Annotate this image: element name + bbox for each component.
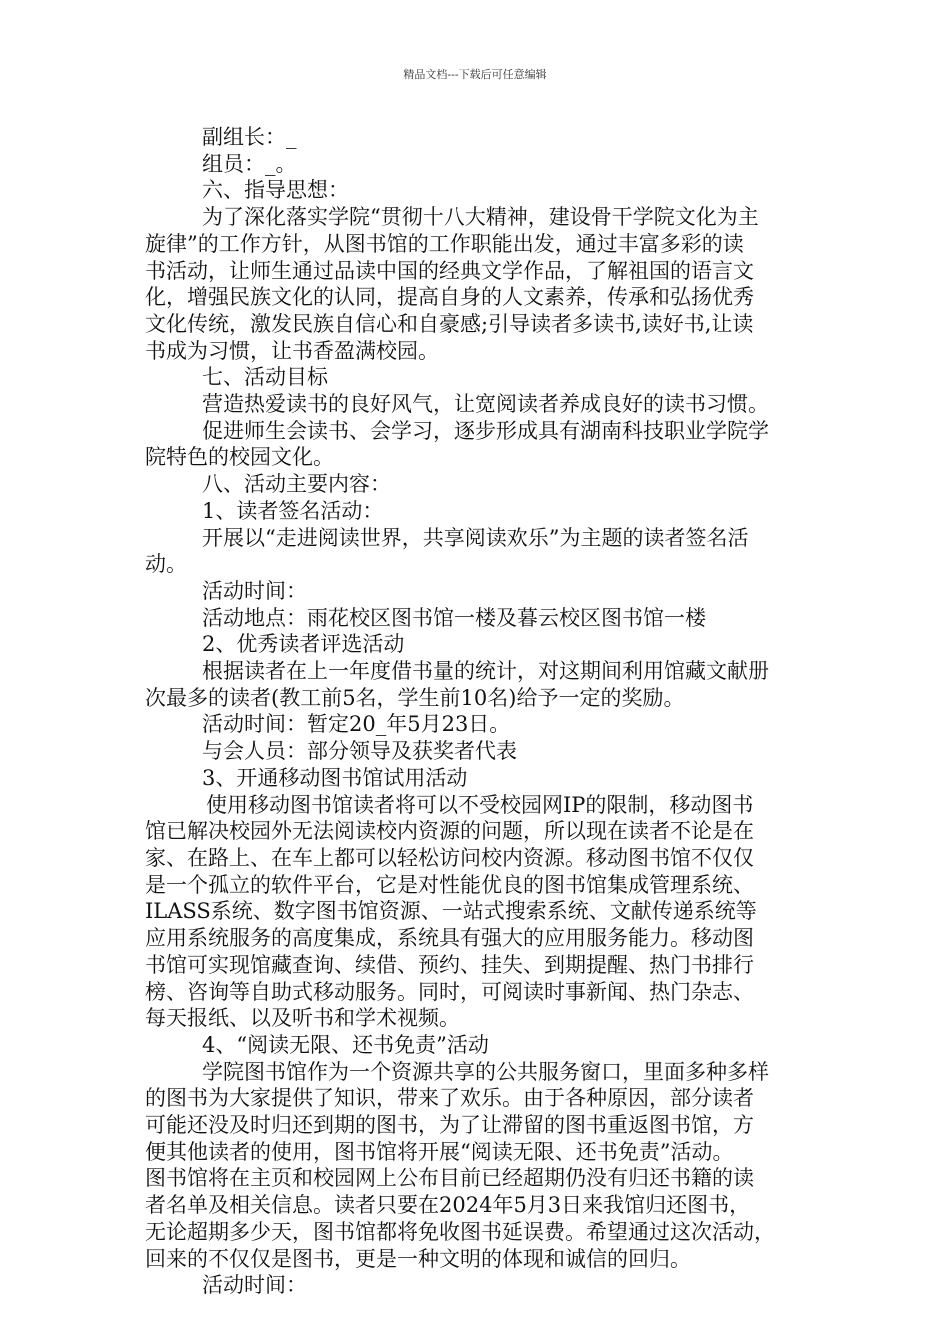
text-line: 动。: [145, 552, 187, 577]
text-line: ILASS系统、数字图书馆资源、一站式搜索系统、文献传递系统等: [145, 899, 757, 924]
text-line: 活动时间：: [202, 578, 307, 603]
text-line: 馆已解决校园外无法阅读校内资源的问题，所以现在读者不论是在: [145, 819, 754, 844]
page-header: 精品文档---下载后可任意编辑: [403, 68, 547, 81]
text-line: 次最多的读者(教工前5名，学生前10名)给予一定的奖励。: [145, 685, 685, 710]
text-line: 4、“阅读无限、还书免责”活动: [202, 1032, 489, 1057]
text-line: 1、读者签名活动：: [202, 498, 384, 523]
text-line: 活动时间：: [202, 1273, 307, 1298]
text-line: 七、活动目标: [202, 365, 328, 390]
text-line: 文化传统，激发民族自信心和自豪感;引导读者多读书,读好书,让读: [145, 311, 754, 336]
text-line: 图书馆将在主页和校园网上公布目前已经超期仍没有归还书籍的读: [145, 1166, 754, 1191]
text-line: 与会人员：部分领导及获奖者代表: [202, 739, 517, 764]
text-line: 者名单及相关信息。读者只要在2024年5月3日来我馆归还图书，: [145, 1193, 751, 1218]
text-line: 3、开通移动图书馆试用活动: [202, 765, 468, 790]
text-line: 便其他读者的使用，图书馆将开展“阅读无限、还书免责”活动。: [145, 1139, 734, 1164]
text-line: 使用移动图书馆读者将可以不受校园网IP的限制，移动图书: [206, 792, 754, 817]
text-line: 活动地点：雨花校区图书馆一楼及暮云校区图书馆一楼: [202, 605, 706, 630]
text-line: 榜、咨询等自助式移动服务。同时，可阅读时事新闻、热门杂志、: [145, 979, 754, 1004]
text-line: 活动时间：暂定20_年5月23日。: [202, 712, 511, 737]
text-line: 六、指导思想：: [202, 178, 349, 203]
text-line: 八、活动主要内容：: [202, 472, 391, 497]
text-line: 组员：_。: [202, 151, 297, 176]
text-line: 书馆可实现馆藏查询、续借、预约、挂失、到期提醒、热门书排行: [145, 952, 754, 977]
text-line: 开展以“走进阅读世界，共享阅读欢乐”为主题的读者签名活: [202, 525, 749, 550]
text-line: 副组长：_: [202, 125, 297, 149]
text-line: 家、在路上、在车上都可以轻松访问校内资源。移动图书馆不仅仅: [145, 845, 754, 870]
text-line: 学院图书馆作为一个资源共享的公共服务窗口，里面多种多样: [202, 1059, 769, 1084]
text-line: 书活动，让师生通过品读中国的经典文学作品，了解祖国的语言文: [145, 258, 754, 283]
text-line: 的图书为大家提供了知识，带来了欢乐。由于各种原因，部分读者: [145, 1086, 754, 1111]
text-line: 营造热爱读书的良好风气，让宽阅读者养成良好的读书习惯。: [202, 392, 769, 417]
text-line: 2、优秀读者评选活动: [202, 632, 405, 657]
text-line: 每天报纸、以及听书和学术视频。: [145, 1006, 460, 1031]
text-line: 院特色的校园文化。: [145, 445, 334, 470]
text-line: 应用系统服务的高度集成，系统具有强大的应用服务能力。移动图: [145, 926, 754, 951]
text-line: 是一个孤立的软件平台，它是对性能优良的图书馆集成管理系统、: [145, 872, 754, 897]
text-line: 根据读者在上一年度借书量的统计，对这期间利用馆藏文献册: [202, 659, 769, 684]
text-line: 旋律”的工作方针，从图书馆的工作职能出发，通过丰富多彩的读: [145, 231, 744, 256]
text-line: 化，增强民族文化的认同，提高自身的人文素养，传承和弘扬优秀: [145, 285, 754, 310]
text-line: 可能还没及时归还到期的图书，为了让滞留的图书重返图书馆，方: [145, 1113, 754, 1138]
document-body: [145, 124, 813, 1299]
text-line: 促进师生会读书、会学习，逐步形成具有湖南科技职业学院学: [202, 418, 769, 443]
text-line: 回来的不仅仅是图书，更是一种文明的体现和诚信的回归。: [145, 1246, 691, 1271]
text-line: 书成为习惯，让书香盈满校园。: [145, 338, 439, 363]
text-line: 无论超期多少天，图书馆都将免收图书延误费。希望通过这次活动，: [145, 1219, 775, 1244]
text-line: 为了深化落实学院“贯彻十八大精神，建设骨干学院文化为主: [202, 205, 759, 230]
